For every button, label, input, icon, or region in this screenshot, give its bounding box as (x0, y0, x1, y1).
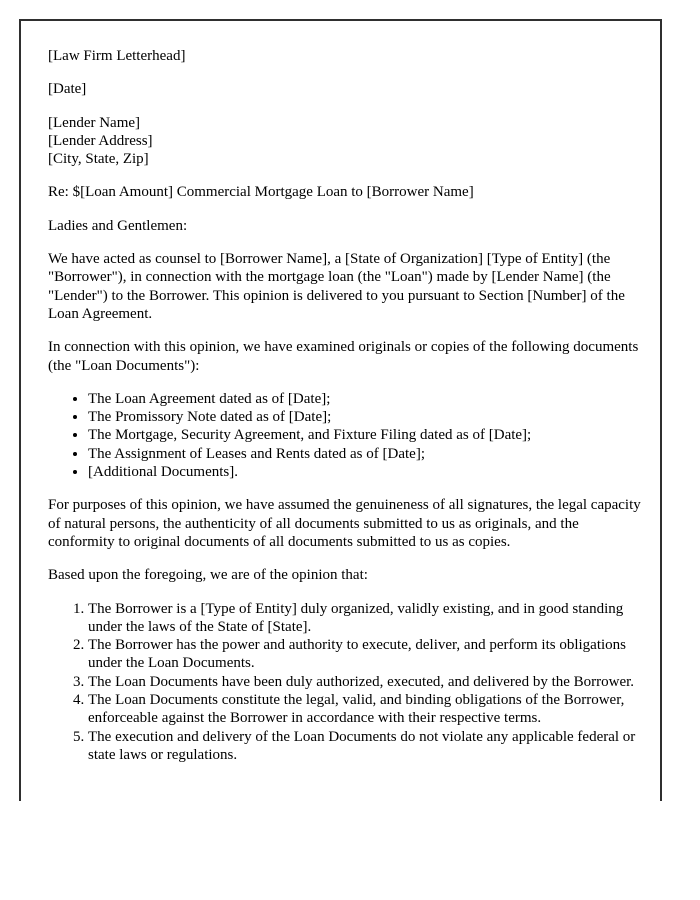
date-line: [Date] (48, 81, 87, 98)
loan-document-item: • The Mortgage, Security Agreement, and Fixture Filing dated as of [Date]; (88, 426, 642, 444)
letterhead-placeholder: [Law Firm Letterhead] (48, 48, 186, 64)
opinion-item: 4. The Loan Documents constitute the legal, valid, and binding obligations of the Borrower, enforceable against the Borrower in accordance with their respective terms. (88, 691, 642, 728)
lender-name-line: [Lender Name] (48, 114, 141, 131)
opinion-letter-document (19, 19, 662, 801)
lender-city-state-zip-line: [City, State, Zip] (48, 151, 149, 168)
opinion-item: 2. The Borrower has the power and authority to execute, deliver, and perform its obligations under the Loan Documents. (88, 636, 642, 673)
re-subject-line: Re: $[Loan Amount] Commercial Mortgage Loan to [Borrower Name] (48, 184, 474, 201)
opinion-item: 5. The execution and delivery of the Loan Documents do not violate any applicable federal or state laws or regulations. (88, 728, 642, 765)
lender-address-line: [Lender Address] (48, 132, 153, 149)
opinions-list (48, 600, 642, 765)
salutation-line: Ladies and Gentlemen: (48, 217, 188, 234)
loan-document-item: • [Additional Documents]. (88, 463, 642, 481)
loan-document-item: • The Promissory Note dated as of [Date]; (88, 408, 642, 426)
opinion-item: 3. The Loan Documents have been duly authorized, executed, and delivered by the Borrower. (88, 673, 642, 691)
recipient-address-block (48, 114, 642, 169)
examined-documents-paragraph: In connection with this opinion, we have examined originals or copies of the following documents (the "Loan Documents"): (48, 339, 639, 374)
intro-paragraph: We have acted as counsel to [Borrower Name], a [State of Organization] [Type of Entity] (the "Borrower"), in connection with the mortgage loan (the "Loan") made by [Lender Name] (the "Lender") to the Borrower. This opinion is delivered to you pursuant to Section [Number] of the Loan Agreement. (48, 251, 625, 322)
loan-document-item: • The Loan Agreement dated as of [Date]; (88, 390, 642, 408)
loan-document-item: • The Assignment of Leases and Rents dated as of [Date]; (88, 445, 642, 463)
loan-documents-list (48, 390, 642, 481)
assumptions-paragraph: For purposes of this opinion, we have assumed the genuineness of all signatures, the legal capacity of natural persons, the authenticity of all documents submitted to us as originals, and the conformity to original documents of all documents submitted to us as copies. (48, 497, 641, 550)
opinion-lead-paragraph: Based upon the foregoing, we are of the opinion that: (48, 567, 368, 584)
opinion-item: 1. The Borrower is a [Type of Entity] duly organized, validly existing, and in good standing under the laws of the State of [State]. (88, 600, 642, 637)
